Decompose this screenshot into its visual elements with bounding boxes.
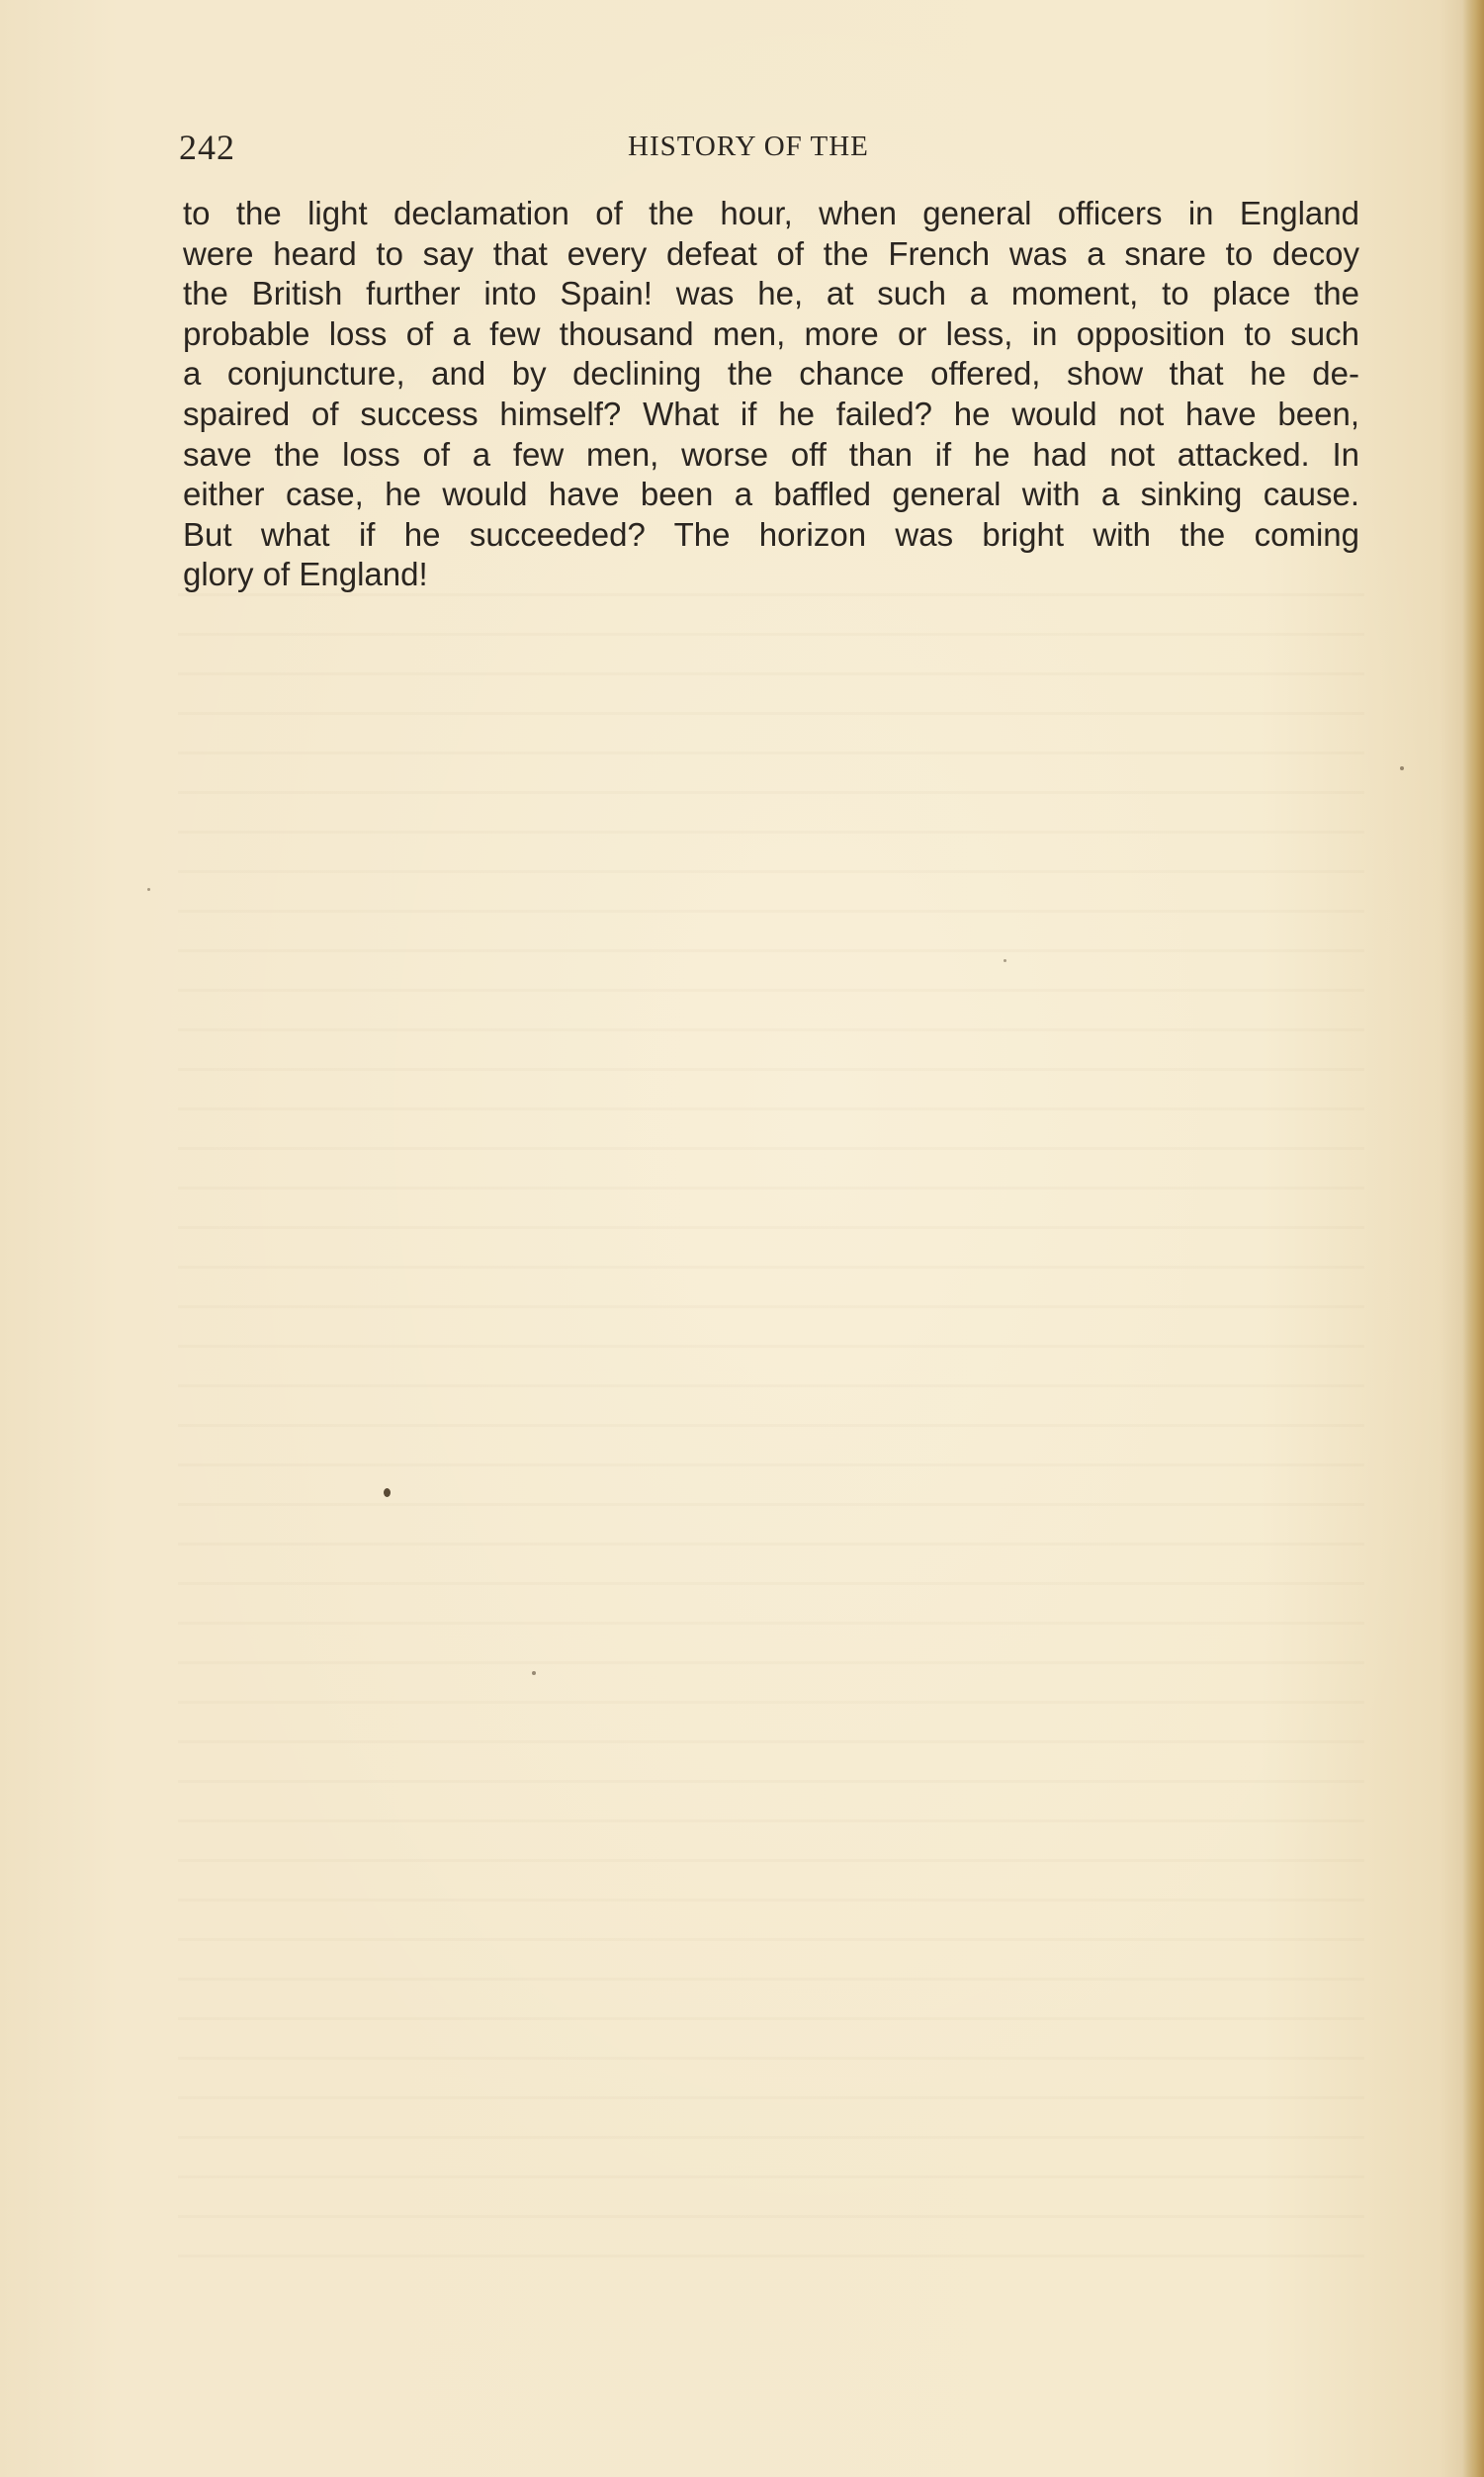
show-through-texture [178,593,1364,2274]
text-line: But what if he succeeded? The horizon was bright with the coming [183,515,1359,553]
text-line: glory of England! [183,556,428,593]
text-line: a conjuncture, and by declining the chance offered, show that he de- [183,355,1359,393]
ink-speck [1400,766,1404,770]
ink-speck [384,1488,391,1497]
page-header [179,127,1365,176]
text-line: probable loss of a few thousand men, more or less, in opposition to such [183,314,1359,352]
ink-speck [532,1671,536,1675]
text-line: the British further into Spain! was he, at such a moment, to place the [183,275,1359,312]
text-line: save the loss of a few men, worse off than if he had not attacked. In [183,435,1359,473]
text-line: were heard to say that every defeat of the French was a snare to decoy [183,234,1359,272]
ink-speck [1004,959,1006,962]
ink-speck [147,888,150,891]
text-line: spaired of success himself? What if he failed? he would not have been, [183,395,1359,432]
running-head: HISTORY OF THE [628,131,869,162]
text-line: either case, he would have been a baffled general with a sinking cause. [183,476,1359,513]
text-line: to the light declamation of the hour, when general officers in England [183,195,1359,231]
body-paragraph [183,194,1359,595]
page-edge [1462,0,1484,2477]
page-number: 242 [179,128,235,167]
